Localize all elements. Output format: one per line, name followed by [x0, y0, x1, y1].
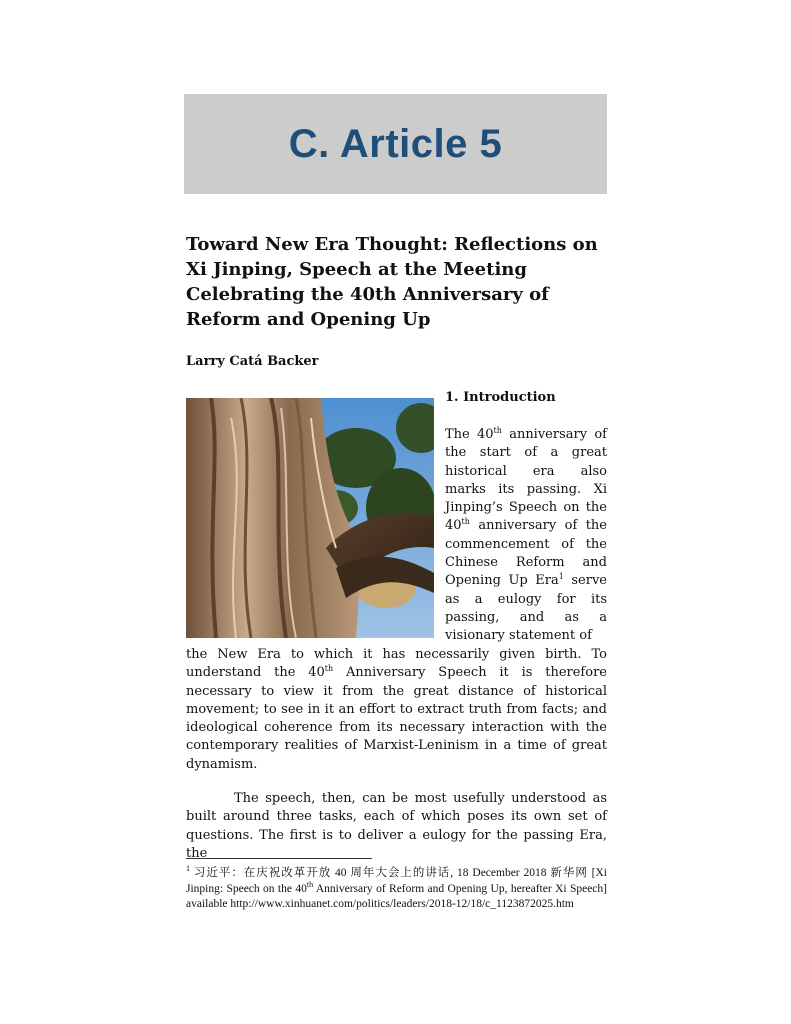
footnote-url-link[interactable]: http://www.xinhuanet.com/politics/leaders/2018-12/18/c_1123872025.htm [230, 898, 574, 910]
section-heading: C. Article 5 [288, 121, 503, 166]
intro-paragraph-continued: the New Era to which it has necessarily given birth. To understand the 40th Anniversary Speech it is therefore necessary to view it from the great distance of historical movement; to see in it an effort to extract truth from facts; and ideological coherence from its necessary interaction with the contemporary realities of Marxist-Leninism in a time of great dynamism. [186, 647, 607, 772]
second-paragraph: The speech, then, can be most usefully understood as built around three tasks, each of which poses its own set of questions. The first is to deliver a eulogy for the passing Era, the [186, 791, 607, 861]
footnote-divider [186, 858, 372, 859]
tree-photo [186, 398, 434, 638]
intro-paragraph-column: The 40th anniversary of the start of a great historical era also marks its passing. Xi Jinping’s Speech on the 40th anniversary of the commencement of the Chinese Reform and Opening Up Era$^1$ serve as a eulogy for its passing, and as a visionary statement of [445, 426, 607, 644]
author-name: Larry Catá Backer [186, 354, 319, 369]
tree-image [186, 398, 434, 638]
section-heading-introduction: 1. Introduction [445, 390, 556, 405]
article-title: Toward New Era Thought: Reflections on Xi Jinping, Speech at the Meeting Celebrating the 40th Anniversary of Reform and Opening Up [186, 234, 598, 330]
footnote: $^1$ 习近平：在庆祝改革开放 40 周年大会上的讲话, 18 December 2018 新华网 [Xi Jinping: Speech on the 40th Anniversary of Reform and Opening Up, hereafter Xi Speech] available http://www.xinhuanet.com/politics/leaders/2018-12/18/c_1123872025.htm [186, 864, 607, 910]
section-banner [184, 94, 607, 194]
footnote-reference[interactable]: 1 [558, 572, 564, 582]
